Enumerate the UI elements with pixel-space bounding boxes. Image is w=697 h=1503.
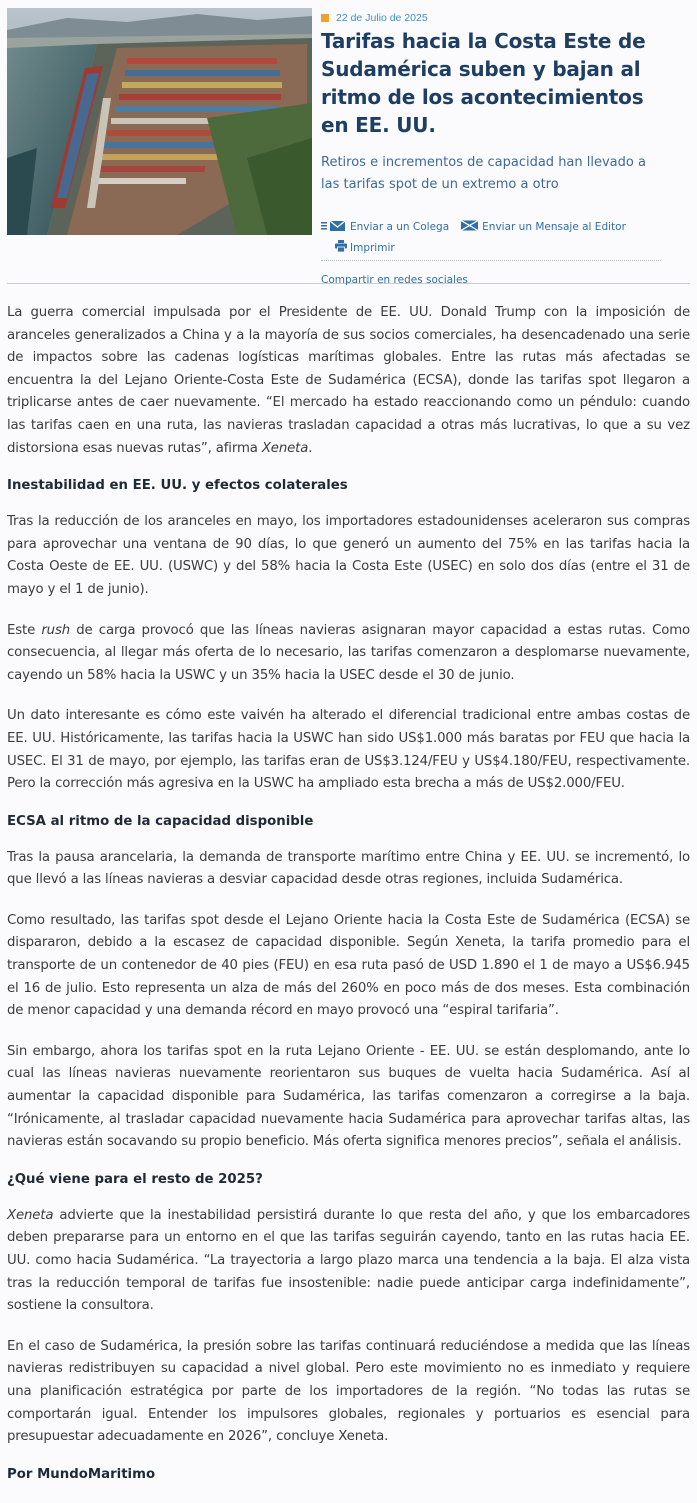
share-social-link[interactable]: Compartir en redes sociales <box>321 274 468 286</box>
article-subtitle: Retiros e incrementos de capacidad han llevado a las tarifas spot de un extremo a otro <box>321 155 646 192</box>
paragraph-1 <box>7 302 690 460</box>
byline: Por MundoMaritimo <box>7 1466 156 1482</box>
section-heading-3: ¿Qué viene para el resto de 2025? <box>7 1171 263 1187</box>
paragraph-8-text: advierte que la inestabilidad persistirá durante lo que resta del año, y que los embarcadores deben prepararse para un entorno en el que las tarifas seguirán cayendo, tanto en las rutas hacia EE. UU. como hacia Sudamérica. “La trayectoria a largo plazo marca una tendencia a la baja. El alza vista tras la reducción temporal de tarifas fue insostenible: nadie puede anticipar carga indefinidamente”, sostiene la consultora. <box>7 1207 690 1314</box>
paragraph-1-end: . <box>308 440 313 456</box>
paragraph-3 <box>7 620 690 688</box>
hero-image <box>7 8 312 235</box>
send-to-colleague-label: Enviar a un Colega <box>350 220 450 233</box>
share-divider <box>321 260 661 261</box>
article-actions <box>321 216 661 286</box>
send-editor-label: Enviar un Mensaje al Editor <box>482 220 626 233</box>
paragraph-5: Tras la pausa arancelaria, la demanda de transporte marítimo entre China y EE. UU. se incrementó, lo que llevó a las líneas navieras a desviar capacidad desde otras regiones, incluida Sudamérica. <box>7 849 690 888</box>
actions-row-1 <box>321 216 661 237</box>
paragraph-7: Sin embargo, ahora los tarifas spot en la ruta Lejano Oriente - EE. UU. se están desplomando, ante lo cual las líneas navieras nuevamente reorientaron sus buques de vuelta hacia Sudamérica. Así al aumentar la capacidad disponible para Sudamérica, las tarifas comenzaron a corregirse a la baja. “Irónicamente, al trasladar capacidad nuevamente hacia Sudamérica para aprovechar tarifas altas, las navieras están socavando su propio beneficio. Más oferta significa menores precios”, señala el análisis. <box>7 1043 690 1150</box>
send-editor-link[interactable] <box>461 220 626 234</box>
date-row <box>321 10 661 26</box>
actions-row-2 <box>321 237 661 258</box>
paragraph-4: Un dato interesante es cómo este vaivén ha alterado el diferencial tradicional entre ambas costas de EE. UU. Históricamente, las tarifas hacia la USWC han sido US$1.000 más baratas por FEU que hacia la USEC. El 31 de mayo, por ejemplo, las tarifas eran de US$3.124/FEU y US$4.180/FEU, respectivamente. Pero la corrección más agresiva en la USWC ha ampliado esta brecha a más de US$2.000/FEU. <box>7 708 690 792</box>
paragraph-9: En el caso de Sudamérica, la presión sobre las tarifas continuará reduciéndose a medida que las líneas navieras redistribuyen su capacidad a nivel global. Pero este movimiento no es inmediato y requiere una planificación estratégica por parte de los importadores de la región. “No todas las rutas se comportarán igual. Entender los impulsores globales, regionales y portuarios es esencial para presupuestar adecuadamente en 2026”, concluye Xeneta. <box>7 1338 690 1445</box>
paragraph-8-emphasis: Xeneta <box>7 1207 54 1223</box>
printer-icon <box>335 240 347 255</box>
article-body <box>0 284 697 1482</box>
publish-date: 22 de Julio de 2025 <box>336 12 428 24</box>
send-to-colleague-link[interactable] <box>321 220 449 234</box>
section-heading-1: Inestabilidad en EE. UU. y efectos colaterales <box>7 478 348 494</box>
section-heading-2: ECSA al ritmo de la capacidad disponible <box>7 813 314 829</box>
paragraph-1-text: La guerra comercial impulsada por el Presidente de EE. UU. Donald Trump con la imposición de aranceles generalizados a China y a la mayoría de sus socios comerciales, ha desencadenado una serie de impactos sobre las cadenas logísticas marítimas globales. Entre las rutas más afectadas se encuentra la del Lejano Oriente-Costa Este de Sudamérica (ECSA), donde las tarifas spot llegaron a triplicarse antes de caer nuevamente. “El mercado ha estado reaccionando como un péndulo: cuando las tarifas caen en una ruta, las navieras trasladan capacidad a otras más lucrativas, lo que a su vez distorsiona esas nuevas rutas”, afirma <box>7 305 690 456</box>
date-marker-icon <box>321 14 329 22</box>
paragraph-8 <box>7 1205 690 1318</box>
article-title: Tarifas hacia la Costa Este de Sudamérica suben y bajan al ritmo de los acontecimientos en EE. UU. <box>321 29 646 137</box>
paragraph-3-emphasis: rush <box>41 622 71 638</box>
article-header <box>7 0 690 284</box>
paragraph-2: Tras la reducción de los aranceles en mayo, los importadores estadounidenses aceleraron sus compras para aprovechar una ventana de 90 días, lo que generó un aumento del 75% en las tarifas hacia la Costa Oeste de EE. UU. (USWC) y del 58% hacia la Costa Este (USEC) en solo dos días (entre el 31 de mayo y el 1 de junio). <box>7 514 690 597</box>
paragraph-3-start: Este <box>7 622 42 638</box>
port-aerial-illustration <box>7 8 312 235</box>
print-label: Imprimir <box>350 241 395 254</box>
paragraph-3-text: de carga provocó que las líneas navieras asignaran mayor capacidad a estas rutas. Como consecuencia, al llegar más oferta de lo necesario, las tarifas comenzaron a desplomarse nuevamente, cayendo un 58% hacia la USWC y un 35% hacia la USEC desde el 30 de junio. <box>7 622 690 683</box>
paragraph-1-emphasis: Xeneta <box>261 440 309 456</box>
paragraph-6: Como resultado, las tarifas spot desde el Lejano Oriente hacia la Costa Este de Sudamérica (ECSA) se dispararon, debido a la escasez de capacidad disponible. Según Xeneta, la tarifa promedio para el transporte de un contenedor de 40 pies (FEU) en esa ruta pasó de USD 1.890 el 1 de mayo a US$6.945 el 16 de julio. Esto representa un alza de más del 260% en poco más de dos meses. Esta combinación de menor capacidad y una demanda récord en mayo provocó una “espiral tarifaria”. <box>7 912 690 1019</box>
article-meta <box>321 10 661 286</box>
print-link[interactable] <box>335 240 395 255</box>
envelope-list-icon <box>321 220 347 234</box>
envelope-x-icon <box>461 220 479 234</box>
